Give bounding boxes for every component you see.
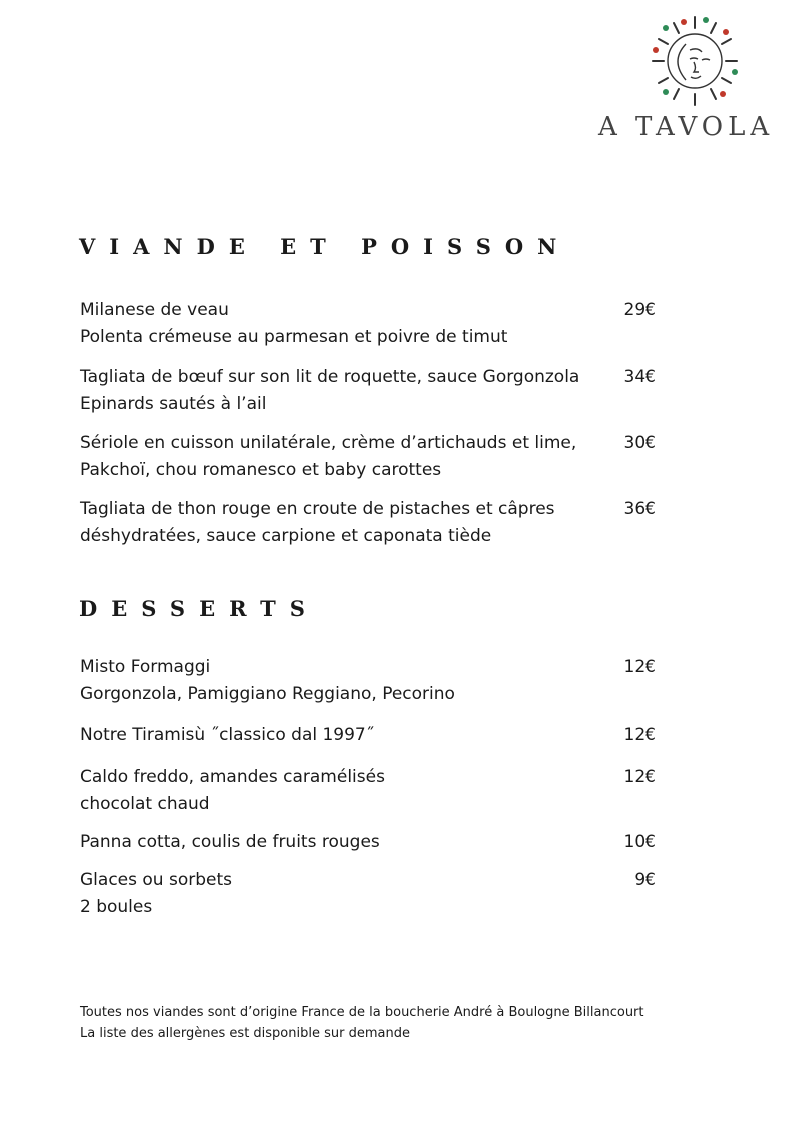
item-price: 9€: [634, 870, 656, 890]
item-price: 12€: [623, 725, 656, 745]
section-title-desserts: DESSERTS: [79, 596, 319, 621]
item-name: Sériole en cuisson unilatérale, crème d’artichauds et lime,: [80, 433, 577, 453]
item-name: Tagliata de bœuf sur son lit de roquette, sauce Gorgonzola: [80, 367, 580, 387]
menu-item: [80, 829, 656, 856]
menu-item: [80, 654, 656, 708]
item-price: 29€: [623, 300, 656, 320]
sun-face-icon: [650, 14, 740, 106]
menu-item: [80, 430, 656, 484]
section-title-viande-poisson: VIANDE ET POISSON: [79, 234, 571, 259]
item-price: 34€: [623, 367, 656, 387]
item-name: Notre Tiramisù ˝classico dal 1997˝: [80, 725, 375, 745]
menu-item: [80, 496, 656, 550]
item-price: 12€: [623, 657, 656, 677]
item-name: Glaces ou sorbets: [80, 870, 232, 890]
item-description: 2 boules: [80, 897, 153, 917]
menu-item: [80, 297, 656, 351]
item-name: Panna cotta, coulis de fruits rouges: [80, 832, 380, 852]
item-description: Epinards sautés à l’ail: [80, 394, 267, 414]
item-price: 36€: [623, 499, 656, 519]
item-description: Gorgonzola, Pamiggiano Reggiano, Pecorino: [80, 684, 455, 704]
item-description: chocolat chaud: [80, 794, 210, 814]
item-name: Misto Formaggi: [80, 657, 211, 677]
item-name: Caldo freddo, amandes caramélisés: [80, 767, 385, 787]
item-description: Polenta crémeuse au parmesan et poivre de timut: [80, 327, 508, 347]
brand-name: A TAVOLA: [598, 112, 775, 142]
menu-item: [80, 722, 656, 749]
menu-item: [80, 867, 656, 921]
menu-item: [80, 764, 656, 818]
item-description: Pakchoï, chou romanesco et baby carottes: [80, 460, 442, 480]
menu-item: [80, 364, 656, 418]
item-description: déshydratées, sauce carpione et caponata tiède: [80, 526, 492, 546]
item-name: Tagliata de thon rouge en croute de pistaches et câpres: [80, 499, 555, 519]
footer-notes: [80, 1002, 644, 1044]
item-price: 30€: [623, 433, 656, 453]
item-name: Milanese de veau: [80, 300, 229, 320]
footer-origin-note: Toutes nos viandes sont d’origine France de la boucherie André à Boulogne Billancourt: [80, 1005, 644, 1020]
footer-allergen-note: La liste des allergènes est disponible sur demande: [80, 1026, 410, 1041]
item-price: 12€: [623, 767, 656, 787]
item-price: 10€: [623, 832, 656, 852]
